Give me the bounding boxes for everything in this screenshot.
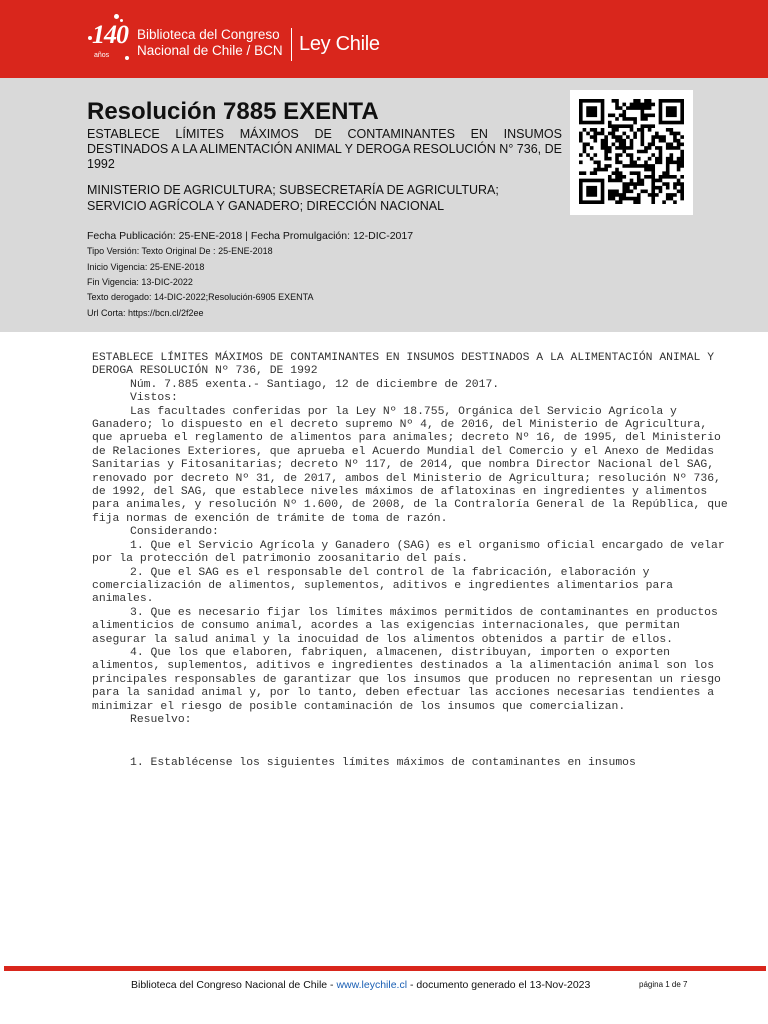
qr-code — [570, 90, 693, 215]
meta-tipo-version: Tipo Versión: Texto Original De : 25-ENE-2018 — [87, 246, 273, 256]
vistos-paragraph: Las facultades conferidas por la Ley Nº 18.755, Orgánica del Servicio Agrícola y Ganadero; lo dispuesto en el decreto supremo Nº 4, de 2016, del Ministerio de Agricultura, que aprueba el reglamento de alimentos para animales; decreto Nº 16, de 1995, del Ministerio de Relaciones Exteriores, que aprueba el Acuerdo Mundial del Comercio y el Anexo de Medidas Sanitarias y Fitosanitarias; decreto Nº 117, de 2014, que nombra Director Nacional del SAG, renovado por decreto Nº 31, de 2017, ambos del Ministerio de Agricultura; resolución Nº 736, de 1992, del SAG, que establece niveles máximos de aflatoxinas en ingredientes y alimentos para animales, y resolución Nº 1.600, de 2008, de la Contraloría General de la República, que fija normas de exención de trámite de toma de razón. — [92, 405, 728, 525]
resolution-number-line: Núm. 7.885 exenta.- Santiago, 12 de diciembre de 2017. — [130, 378, 500, 391]
footer-text — [131, 979, 590, 991]
considerando-label: Considerando: — [130, 526, 219, 539]
logo-divider — [291, 28, 292, 61]
org-line-1: Biblioteca del Congreso — [137, 27, 280, 42]
considerando-item: 2. Que el SAG es el responsable del control de la fabricación, elaboración y comercialización de alimentos, suplementos, aditivos e ingredientes alimentarios para animales. — [92, 566, 674, 606]
body-heading: ESTABLECE LÍMITES MÁXIMOS DE CONTAMINANTES EN INSUMOS DESTINADOS A LA ALIMENTACIÓN ANIMAL Y DEROGA RESOLUCIÓN Nº 736, DE 1992 — [92, 352, 715, 378]
resuelvo-item: 1. Establécense los siguientes límites máximos de contaminantes en insumos — [130, 757, 636, 770]
ley-chile-logo[interactable]: Ley Chile — [299, 33, 380, 55]
document-header — [0, 78, 768, 332]
page-number: página 1 de 7 — [639, 980, 688, 989]
meta-fin-vigencia: Fin Vigencia: 13-DIC-2022 — [87, 277, 193, 287]
footer-leychile-link[interactable]: www.leychile.cl — [336, 979, 408, 991]
document-title: Resolución 7885 EXENTA — [87, 98, 379, 125]
anniversary-logo — [88, 14, 132, 64]
top-banner — [0, 0, 768, 78]
footer-prefix: Biblioteca del Congreso Nacional de Chile - — [131, 979, 337, 991]
meta-texto-derogado: Texto derogado: 14-DIC-2022;Resolución-6905 EXENTA — [87, 292, 314, 302]
document-body — [92, 352, 732, 771]
anniversary-anos: años — [94, 52, 110, 59]
qr-code-icon — [579, 99, 684, 204]
considerando-item: 4. Que los que elaboren, fabriquen, almacenen, distribuyan, importen o exporten alimentos, suplementos, aditivos e ingredientes destinados a la alimentación animal son los principales responsables de garantizar que los insumos que producen no representan un riesgo para la sanidad animal y, por lo tanto, deben efectuar las acciones necesarias tendientes a minimizar el riesgo de posible contaminación de los insumos que comercializan. — [92, 646, 721, 713]
vistos-label: Vistos: — [130, 392, 178, 405]
meta-inicio-vigencia: Inicio Vigencia: 25-ENE-2018 — [87, 262, 205, 272]
footer-divider — [4, 966, 766, 971]
document-ministry: MINISTERIO DE AGRICULTURA; SUBSECRETARÍA DE AGRICULTURA; SERVICIO AGRÍCOLA Y GANADERO; DIRECCIÓN NACIONAL — [87, 183, 499, 213]
bcn-org-name[interactable] — [137, 27, 283, 59]
resuelvo-label: Resuelvo: — [130, 713, 192, 726]
meta-url-corta[interactable]: Url Corta: https://bcn.cl/2f2ee — [87, 308, 204, 318]
anniversary-number: 140 — [92, 20, 128, 49]
org-line-2: Nacional de Chile / BCN — [137, 43, 283, 58]
considerando-item: 3. Que es necesario fijar los límites máximos permitidos de contaminantes en productos alimenticios de consumo animal, acordes a las exigencias internacionales, que permitan asegurar la salud animal y la inocuidad de los alimentos obtenidos a partir de ellos. — [92, 606, 718, 646]
considerando-item: 1. Que el Servicio Agrícola y Ganadero (SAG) es el organismo oficial encargado de velar por la protección del patrimonio zoosanitario del país. — [92, 539, 725, 566]
document-subtitle: ESTABLECE LÍMITES MÁXIMOS DE CONTAMINANTES EN INSUMOS DESTINADOS A LA ALIMENTACIÓN ANIMAL Y DEROGA RESOLUCIÓN N° 736, DE 1992 — [87, 127, 562, 171]
meta-publicacion: Fecha Publicación: 25-ENE-2018 | Fecha Promulgación: 12-DIC-2017 — [87, 230, 414, 242]
footer-suffix: - documento generado el 13-Nov-2023 — [407, 979, 591, 991]
